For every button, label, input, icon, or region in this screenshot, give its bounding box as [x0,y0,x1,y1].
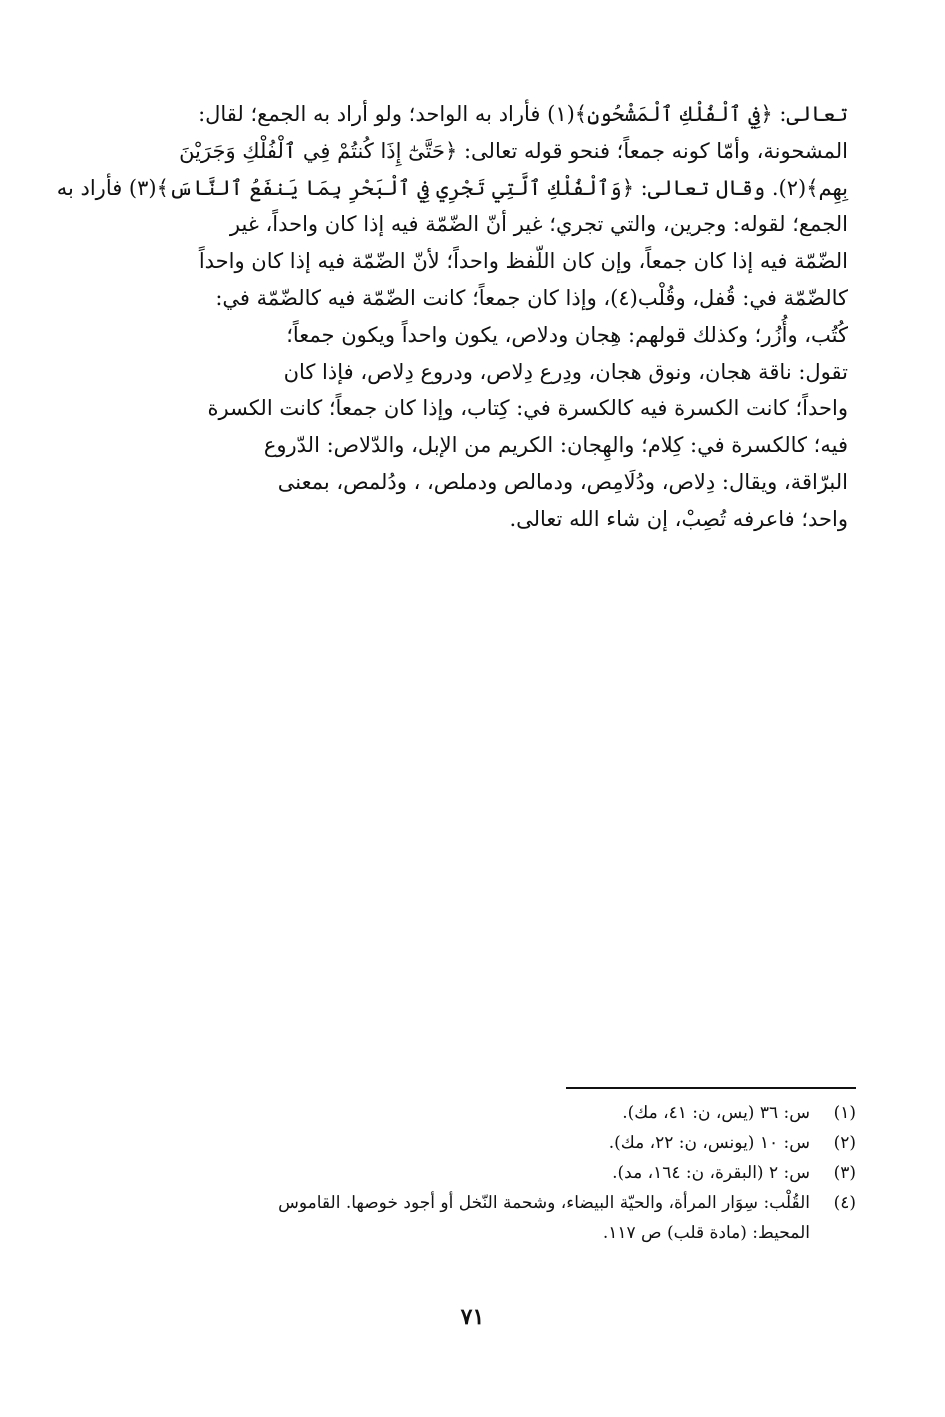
footnote-text [96,1128,810,1158]
text-line: الجمع؛ لقوله: وجرين، والتي تجري؛ غير أنّ الضّمّة فيه إذا كان واحداً، غير [229,212,848,237]
footnote-item [96,1098,856,1128]
page-number: ٧١ [460,1304,485,1330]
text-line: واحداً؛ كانت الكسرة فيه كالكسرة في: كِتاب، وإذا كان جمعاً؛ كانت الكسرة [207,396,848,421]
footnote-text [96,1188,810,1248]
footnote-text [96,1098,810,1128]
text-line: كُتُب، وأُزُر؛ وكذلك قولهم: هِجان ودلاص، يكون واحداً ويكون جمعاً؛ [286,322,848,347]
text-line: تعالى: ﴿فِي ٱلْفُلْكِ ٱلْمَشْحُونِ﴾(١) فأراد به الواحد؛ ولو أراد به الجمع؛ لقال: [198,102,848,126]
footnotes [96,1098,856,1248]
footnote-line: القُلْب: سِوَار المرأة، والحيّة البيضاء، وشحمة النّخل أو أجود خوصها. القاموس [278,1193,810,1213]
footnote-divider [566,1087,856,1089]
text-line: واحد؛ فاعرفه تُصِبْ، إن شاء الله تعالى. [509,506,848,531]
text-line: الضّمّة فيه إذا كان جمعاً، وإن كان اللّفظ واحداً؛ لأنّ الضّمّة فيه إذا كان واحداً [198,249,848,274]
footnote-line: س: ١٠ (يونس، ن: ٢٢، مك). [608,1133,810,1153]
footnote-number: (٤) [833,1193,856,1213]
footnote-line: س: ٢ (البقرة، ن: ١٦٤، مد). [612,1163,810,1183]
text-line: فيه؛ كالكسرة في: كِلام؛ والهِجان: الكريم من الإبل، والدّلاص: الدّروع [263,433,848,458]
text-line: البرّاقة، ويقال: دِلاص، ودُلَامِص، ودمالص ودملص، ، ودُلمص، بمعنى [277,469,848,494]
main-text [56,96,848,538]
text-line: المشحونة، وأمّا كونه جمعاً؛ فنحو قوله تعالى: ﴿حَتَّىٰٓ إِذَا كُنتُمْ فِي ٱلْفُلْكِ وَجَرَيْنَ [179,138,848,163]
footnote-number: (١) [833,1103,856,1123]
footnote-text [96,1158,810,1188]
text-line: بِهِم﴾(٢). وقال تعالى: ﴿وَٱلْفُلْكِ ٱلَّتِي تَجْرِي فِي ٱلْبَحْرِ بِمَا يَنفَعُ ٱلنَّاسَ﴾(٣) فأراد به [56,175,848,200]
footnote-item [96,1188,856,1248]
footnote-line: س: ٣٦ (يس، ن: ٤١، مك). [622,1103,810,1123]
footnote-item [96,1158,856,1188]
footnote-line: المحيط: (مادة قلب) ص ١١٧. [602,1223,810,1243]
text-line: كالضّمّة في: قُفل، وقُلْب(٤)، وإذا كان جمعاً؛ كانت الضّمّة فيه كالضّمّة في: [215,285,848,310]
footnote-number: (٣) [833,1163,856,1183]
footnote-item [96,1128,856,1158]
text-line: تقول: ناقة هجان، ونوق هجان، ودِرع دِلاص، ودروع دِلاص، فإذا كان [283,359,848,384]
footnote-number: (٢) [833,1133,856,1153]
